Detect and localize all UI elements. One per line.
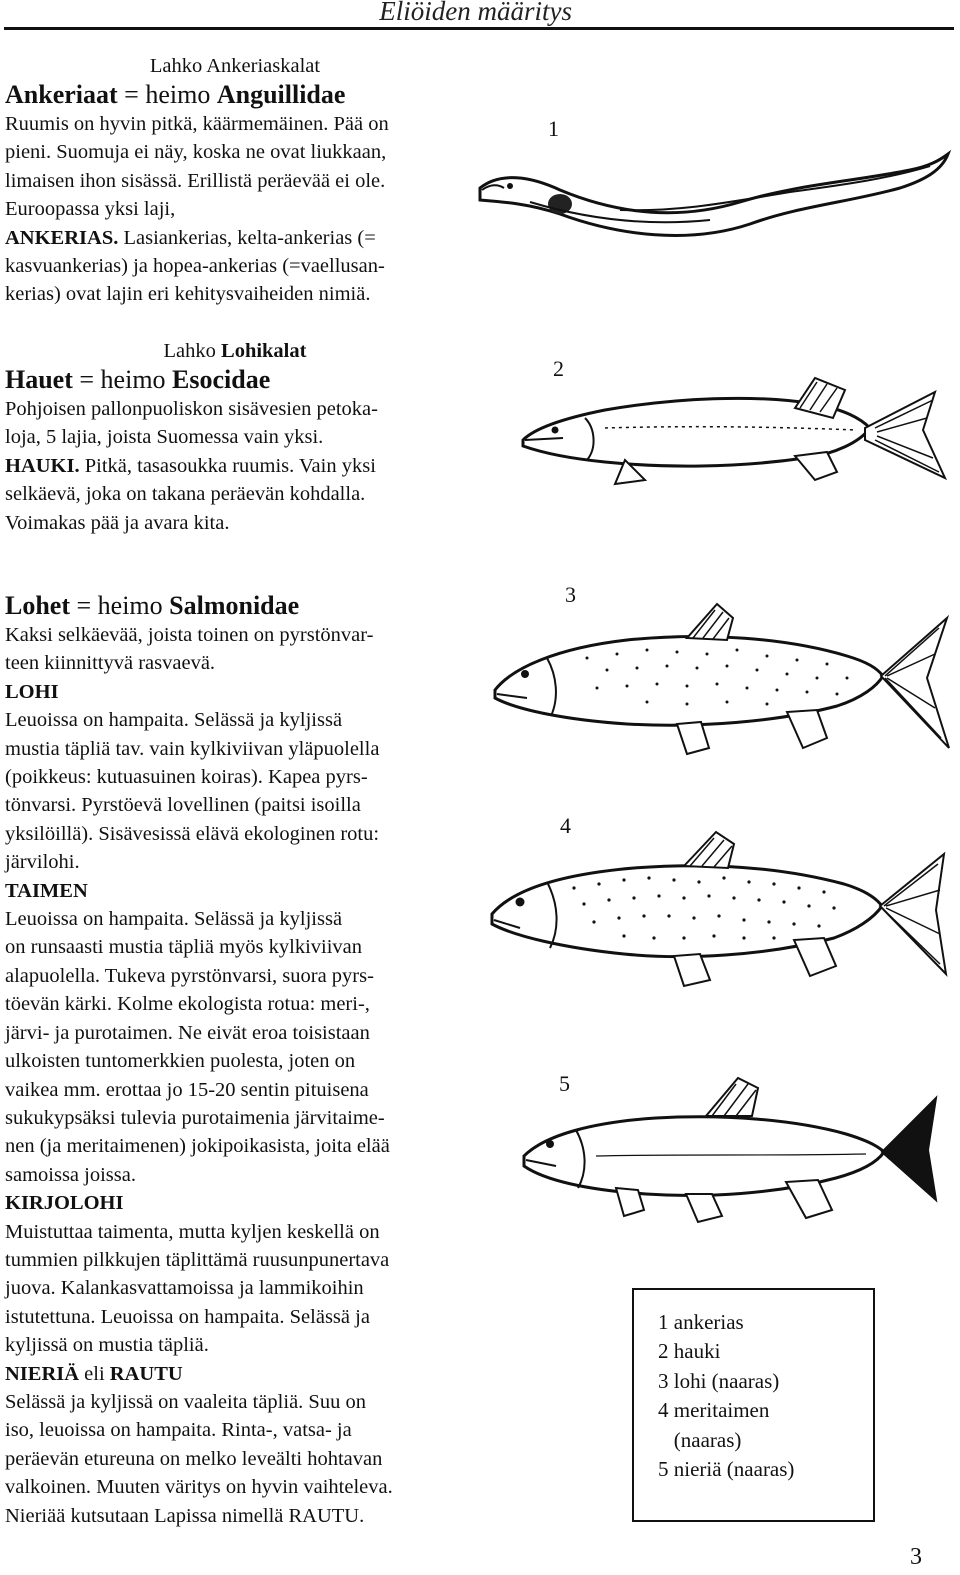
figure-legend-box xyxy=(632,1288,875,1522)
body-line: peräevän etureuna on melko leveälti hohtavan xyxy=(5,1447,383,1470)
section-hauet xyxy=(5,337,470,537)
body-line: Nieriää kutsutaan Lapissa nimellä RAUTU. xyxy=(5,1504,365,1527)
order-name: Lohikalat xyxy=(221,340,307,362)
body-line: tönvarsi. Pyrstöevä lovellinen (paitsi isoilla xyxy=(5,794,361,817)
species-name: RAUTU xyxy=(109,1362,183,1385)
body-line: mustia täpliä tav. vain kylkiviivan yläpuolella xyxy=(5,737,380,760)
family-eq: = heimo xyxy=(70,591,170,620)
family-latin: Anguillidae xyxy=(216,80,346,109)
body-line: töevän kärki. Kolme ekologista rotua: meri-, xyxy=(5,993,370,1016)
family-heading xyxy=(5,365,470,395)
figure-number-2: 2 xyxy=(553,356,564,381)
body-line: juova. Kalankasvattamoissa ja lammikoihin xyxy=(5,1277,364,1300)
body-line: iso, leuoissa on hampaita. Rinta-, vatsa- ja xyxy=(5,1419,352,1442)
species-heading-kirjolohi: KIRJOLOHI xyxy=(5,1192,124,1215)
legend-item: 1 ankerias xyxy=(658,1310,744,1334)
body-line: Voimakas pää ja avara kita. xyxy=(5,511,230,534)
body-text: eli xyxy=(79,1362,110,1385)
body-line: alapuolella. Tukeva pyrstönvarsi, suora pyrs- xyxy=(5,964,374,987)
body-line: samoissa joissa. xyxy=(5,1163,136,1186)
species-heading-nieria xyxy=(5,1360,470,1388)
body-line: tummien pilkkujen täplittämä ruusunpunertava xyxy=(5,1248,390,1271)
body-line: valkoinen. Muuten väritys on hyvin vaihteleva. xyxy=(5,1476,393,1499)
species-heading-taimen: TAIMEN xyxy=(5,879,88,902)
body-text: Pitkä, tasasoukka ruumis. Vain yksi xyxy=(79,454,376,477)
salmon-illustration xyxy=(487,598,955,764)
legend-item: 5 nieriä (naaras) xyxy=(658,1457,795,1482)
body-line: yksilöillä). Sisävesissä elävä ekologinen rotu: xyxy=(5,822,380,845)
section-lohet xyxy=(5,591,470,1530)
order-title: Lahko Ankeriaskalat xyxy=(149,55,321,77)
body-line: kyljissä on mustia täpliä. xyxy=(5,1334,209,1357)
body-line: pieni. Suomuja ei näy, koska ne ovat liukkaan, xyxy=(5,141,387,164)
body-line: Selässä ja kyljissä on vaaleita täpliä. Suu on xyxy=(5,1390,366,1413)
species-name: HAUKI. xyxy=(5,454,80,477)
family-heading xyxy=(5,591,470,621)
family-latin: Salmonidae xyxy=(169,591,300,620)
figure-number-5: 5 xyxy=(559,1071,570,1096)
legend-item: 2 hauki xyxy=(658,1339,721,1364)
legend-item: 4 meritaimen xyxy=(658,1398,770,1423)
legend-item: 3 lohi (naaras) xyxy=(658,1368,780,1393)
family-common: Lohet xyxy=(5,591,70,620)
body-line: (poikkeus: kutuasuinen koiras). Kapea pyrs- xyxy=(5,766,368,789)
order-label: Lahko xyxy=(163,340,222,362)
arctic-char-illustration xyxy=(516,1076,956,1226)
body-line: Leuoissa on hampaita. Selässä ja kyljissä xyxy=(5,709,343,732)
page-number: 3 xyxy=(910,1544,922,1570)
body-line: Ruumis on hyvin pitkä, käärmemäinen. Pää on xyxy=(5,113,389,135)
body-line: limaisen ihon sisässä. Erillistä peräevää ei ole. xyxy=(5,169,386,192)
body-line: järvi- ja purotaimen. Ne eivät eroa toisistaan xyxy=(5,1021,370,1044)
header-rule xyxy=(4,27,954,30)
figure-number-4: 4 xyxy=(560,813,571,838)
family-eq: = heimo xyxy=(117,80,217,109)
family-eq: = heimo xyxy=(72,365,173,394)
body-line: on runsaasti mustia täpliä myös kylkiviivan xyxy=(5,936,362,959)
species-name: NIERIÄ xyxy=(5,1362,80,1385)
body-line: Muistuttaa taimenta, mutta kyljen keskellä on xyxy=(5,1220,380,1243)
sea-trout-illustration xyxy=(484,828,954,988)
order-title xyxy=(5,337,465,365)
body-line: järvilohi. xyxy=(5,851,80,874)
body-line: Leuoissa on hampaita. Selässä ja kyljissä xyxy=(5,908,343,931)
section-ankeriaat xyxy=(5,52,470,309)
body-line: istutettuna. Leuoissa on hampaita. Selässä ja xyxy=(5,1305,370,1328)
body-line: Euroopassa yksi laji, xyxy=(5,198,176,221)
body-line: kerias) ovat lajin eri kehitysvaiheiden nimiä. xyxy=(5,283,371,306)
family-heading xyxy=(5,80,470,110)
family-latin: Esocidae xyxy=(172,365,271,394)
page-header-title: Eliöiden määritys xyxy=(379,0,572,26)
body-line: Kaksi selkäevää, joista toinen on pyrstönvar- xyxy=(5,624,374,646)
figure-number-3: 3 xyxy=(565,582,576,607)
eel-illustration xyxy=(470,140,955,250)
family-common: Hauet xyxy=(5,365,73,394)
body-line: vaikea mm. erottaa jo 15-20 sentin pituisena xyxy=(5,1078,369,1101)
species-name: ANKERIAS. xyxy=(5,226,119,249)
family-common: Ankeriaat xyxy=(5,80,118,109)
legend-item: (naaras) xyxy=(658,1427,742,1452)
pike-illustration xyxy=(515,368,955,498)
body-line: Pohjoisen pallonpuoliskon sisävesien petoka- xyxy=(5,398,378,420)
species-heading-lohi: LOHI xyxy=(5,680,59,703)
body-line: nen (ja meritaimenen) jokipoikasista, joita elää xyxy=(5,1135,390,1158)
body-text: Lasiankerias, kelta-ankerias (= xyxy=(118,226,376,249)
body-line xyxy=(5,224,470,252)
body-line: ulkoisten tuntomerkkien puolesta, joten on xyxy=(5,1050,356,1073)
body-line xyxy=(5,452,470,480)
body-line: sukukypsäksi tulevia purotaimenia järvitaime- xyxy=(5,1106,385,1129)
body-line: kasvuankerias) ja hopea-ankerias (=vaellusan- xyxy=(5,255,385,278)
body-line: loja, 5 lajia, joista Suomessa vain yksi. xyxy=(5,426,324,449)
figure-number-1: 1 xyxy=(548,116,559,141)
body-line: selkäevä, joka on takana peräevän kohdalla. xyxy=(5,483,366,506)
body-line: teen kiinnittyvä rasvaevä. xyxy=(5,652,216,675)
